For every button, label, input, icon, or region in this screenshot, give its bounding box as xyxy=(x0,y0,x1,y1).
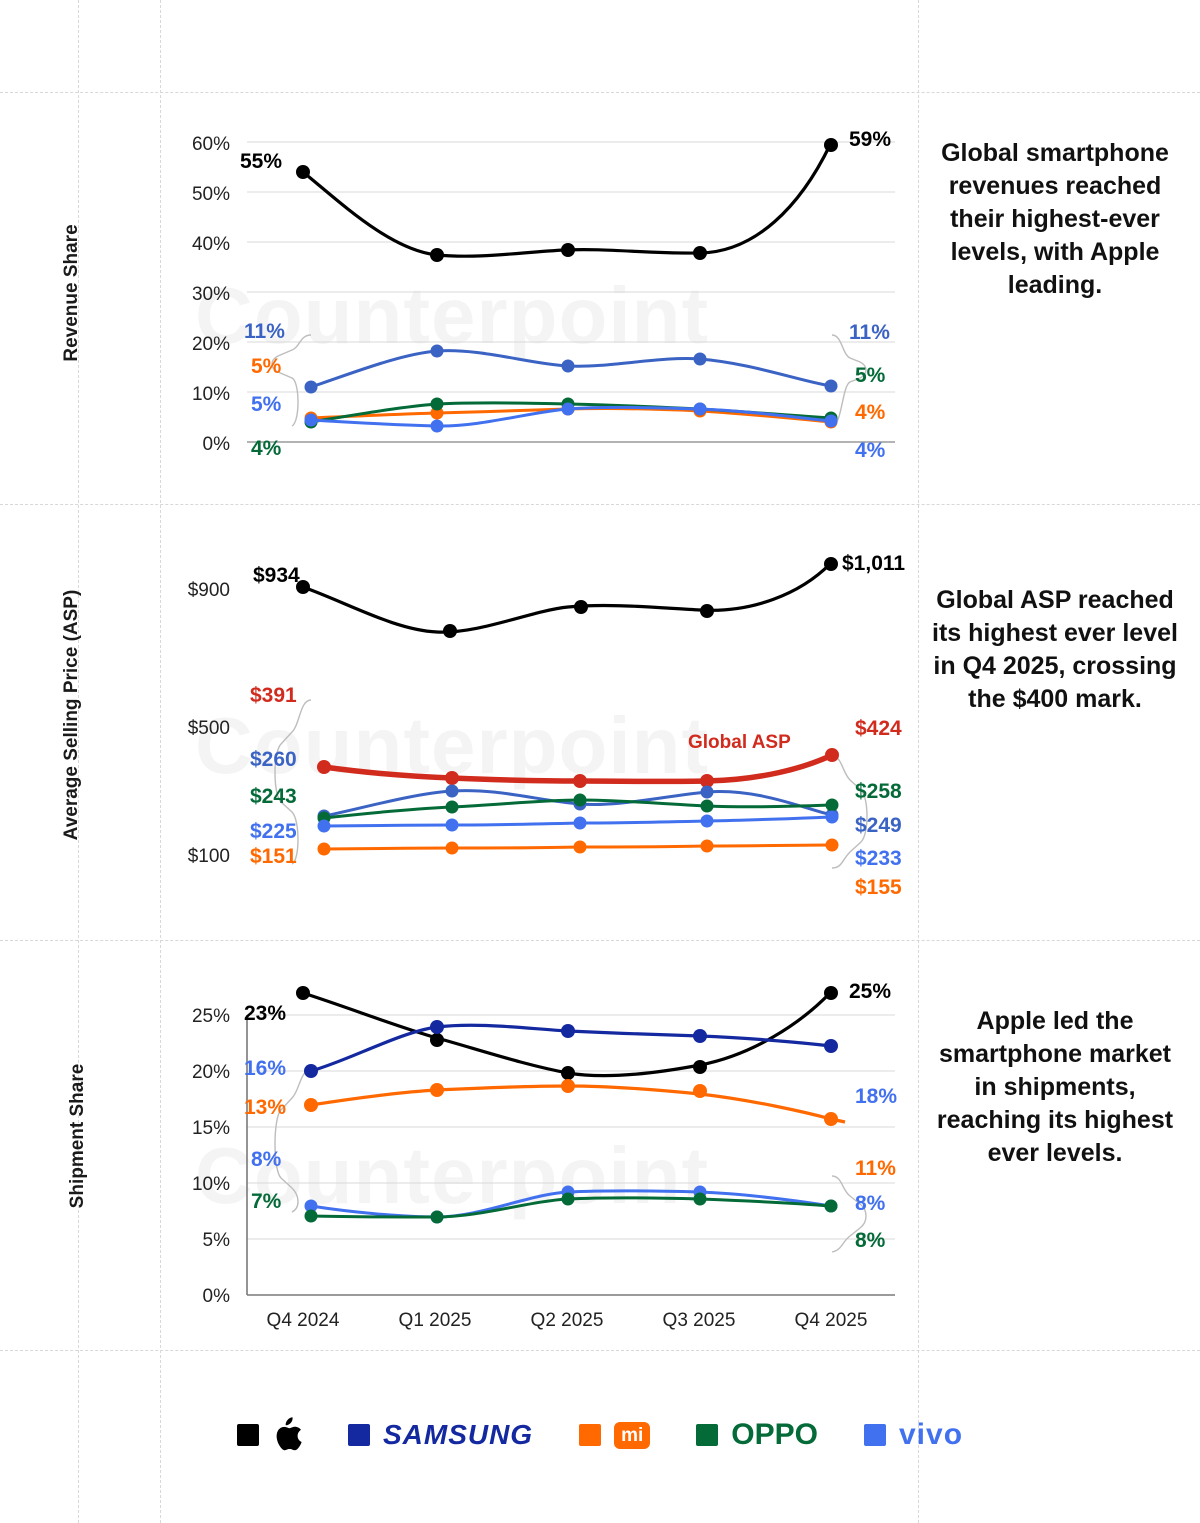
ytick-label: 10% xyxy=(191,1174,230,1195)
xtick-label: Q4 2024 xyxy=(266,1310,340,1331)
data-label-start: 13% xyxy=(244,1096,287,1119)
ytick-label: 15% xyxy=(191,1118,230,1139)
data-label-start: 4% xyxy=(251,437,282,460)
series-label-global-asp: Global ASP xyxy=(688,732,791,753)
ytick-label: 50% xyxy=(191,184,230,205)
note-asp: Global ASP reached its highest ever level in Q4 2025, crossing the $400 mark. xyxy=(932,586,1178,713)
data-label-end: 8% xyxy=(855,1229,886,1252)
data-label-end: $249 xyxy=(855,814,902,837)
data-label-start: $225 xyxy=(250,820,297,843)
data-label-start: 55% xyxy=(240,150,283,173)
legend xyxy=(0,1417,1200,1453)
data-label-start: 11% xyxy=(244,320,285,343)
data-label-start: 8% xyxy=(251,1148,282,1171)
ytick-label: $100 xyxy=(187,846,230,867)
samsung-logo-text: SAMSUNG xyxy=(382,1419,534,1450)
data-label-end: 18% xyxy=(855,1085,898,1108)
ytick-label: 60% xyxy=(191,134,230,155)
ytick-label: 10% xyxy=(191,384,230,405)
note-revenue-share: Global smartphone revenues reached their highest-ever levels, with Apple leading. xyxy=(941,139,1169,299)
asp-plot xyxy=(0,504,1200,940)
legend-swatch-samsung xyxy=(348,1424,370,1446)
data-label-start: $243 xyxy=(250,785,297,808)
ytick-label: 5% xyxy=(202,1230,230,1251)
data-label-end: 11% xyxy=(849,321,890,344)
legend-item-apple[interactable] xyxy=(237,1417,302,1453)
data-label-start: $260 xyxy=(250,748,297,771)
axis-title-revenue-share: Revenue Share xyxy=(61,224,82,362)
ytick-label: $500 xyxy=(187,718,230,739)
panel-revenue-share xyxy=(0,92,1200,504)
apple-logo-icon xyxy=(272,1417,302,1453)
data-label-end: $424 xyxy=(855,717,902,740)
data-label-end: 25% xyxy=(849,980,892,1003)
data-label-end: 8% xyxy=(855,1192,886,1215)
data-label-start: 5% xyxy=(251,393,282,416)
data-label-end: 5% xyxy=(855,364,886,387)
data-label-start: $391 xyxy=(250,684,297,707)
data-label-end: $1,011 xyxy=(842,552,906,575)
note-shipment-share: Apple led the smartphone market in shipments, reaching its highest ever levels. xyxy=(936,1007,1174,1167)
legend-swatch-xiaomi xyxy=(579,1424,601,1446)
frame-line-bottom xyxy=(0,1350,1200,1351)
ytick-label: $900 xyxy=(187,580,230,601)
xtick-label: Q2 2025 xyxy=(530,1310,604,1331)
ytick-label: 20% xyxy=(191,334,230,355)
legend-swatch-vivo xyxy=(864,1424,886,1446)
data-label-end: $155 xyxy=(855,876,902,899)
data-label-start: 5% xyxy=(251,355,282,378)
xtick-label: Q4 2025 xyxy=(794,1310,868,1331)
data-label-end: $233 xyxy=(855,847,902,870)
oppo-logo-text: OPPO xyxy=(731,1418,818,1451)
data-label-start: 7% xyxy=(251,1190,282,1213)
data-label-end: 4% xyxy=(855,439,886,462)
legend-swatch-apple xyxy=(237,1424,259,1446)
legend-item-xiaomi[interactable] xyxy=(579,1422,650,1449)
legend-swatch-oppo xyxy=(696,1424,718,1446)
data-label-start: 16% xyxy=(244,1057,287,1080)
ytick-label: 40% xyxy=(191,234,230,255)
axis-title-asp: Average Selling Price (ASP) xyxy=(61,589,82,841)
xiaomi-logo-text: mi xyxy=(614,1422,650,1449)
data-label-start: 23% xyxy=(244,1002,287,1025)
ytick-label: 25% xyxy=(191,1006,230,1027)
legend-item-samsung[interactable] xyxy=(348,1419,533,1451)
data-label-end: 11% xyxy=(855,1157,896,1180)
panel-shipment-share xyxy=(0,940,1200,1350)
xtick-label: Q1 2025 xyxy=(398,1310,472,1331)
data-label-end: 59% xyxy=(849,128,892,151)
vivo-logo-text: vivo xyxy=(898,1418,964,1451)
ytick-label: 0% xyxy=(202,1286,230,1307)
ytick-label: 30% xyxy=(191,284,230,305)
data-label-start: $934 xyxy=(253,564,300,587)
axis-title-shipment-share: Shipment Share xyxy=(67,1063,88,1209)
data-label-end: 4% xyxy=(855,401,886,424)
panel-asp xyxy=(0,504,1200,940)
data-label-end: $258 xyxy=(855,780,902,803)
ytick-label: 20% xyxy=(191,1062,230,1083)
ytick-label: 0% xyxy=(202,434,230,455)
xtick-label: Q3 2025 xyxy=(662,1310,736,1331)
legend-item-oppo[interactable] xyxy=(696,1418,818,1452)
data-label-start: $151 xyxy=(250,845,297,868)
legend-item-vivo[interactable] xyxy=(864,1418,963,1452)
